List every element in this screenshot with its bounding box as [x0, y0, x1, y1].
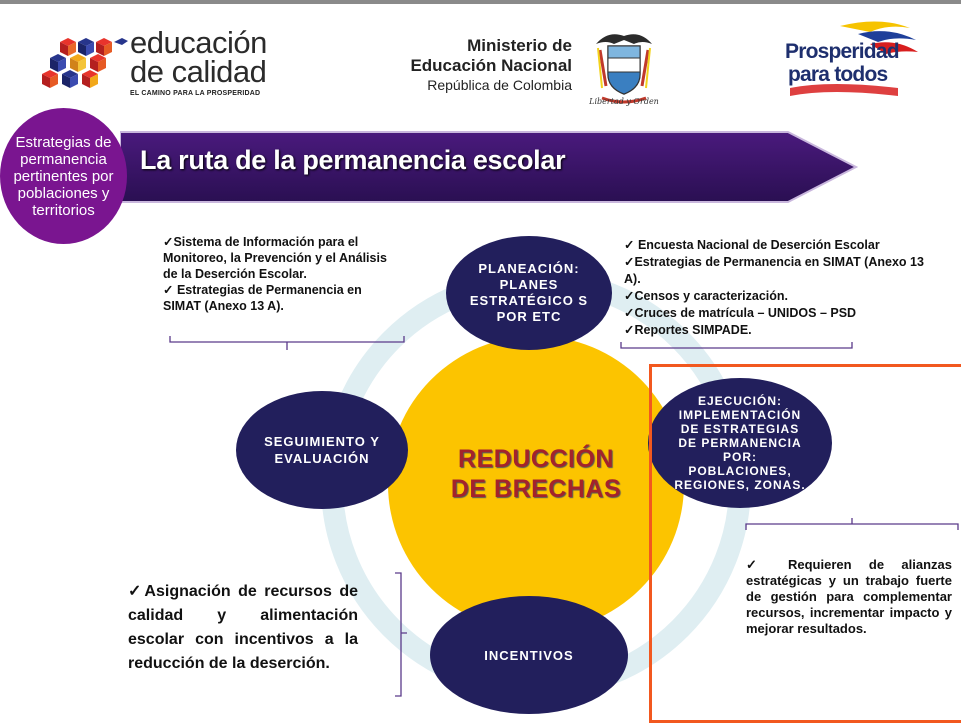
ministry-line2: Educación Nacional	[410, 56, 572, 75]
node-incentives-label: INCENTIVOS	[484, 647, 574, 663]
logo-text-line2: de calidad	[130, 54, 267, 89]
note-right-item: ✓Censos y caracterización.	[624, 289, 789, 303]
highlight-box	[649, 364, 961, 723]
node-monitoring	[236, 391, 408, 509]
node-planning-label: PLANEACIÓN: PLANES ESTRATÉGICO S POR ETC	[469, 261, 589, 324]
node-monitoring-label: SEGUIMIENTO Y EVALUACIÓN	[264, 434, 380, 466]
ministry-line1: Ministerio de	[467, 36, 572, 55]
node-execution-label: EJECUCIÓN: IMPLEMENTACIÓN DE ESTRATEGIAS DE PERMANENCIA POR: POBLACIONES, REGIONES, ZONAS.	[674, 394, 806, 492]
prosperity-line2: para todos	[788, 63, 888, 86]
logo-tagline: EL CAMINO PARA LA PROSPERIDAD	[130, 90, 261, 97]
center-label	[430, 444, 642, 504]
left-note-brace	[170, 336, 404, 350]
note-right-item: ✓Cruces de matrícula – UNIDOS – PSD	[624, 306, 857, 320]
note-right-item: ✓Estrategias de Permanencia en SIMAT (Anexo 13 A).	[624, 255, 924, 286]
note-right-item: ✓Reportes SIMPADE.	[624, 323, 752, 337]
prosperity-line1: Prosperidad	[785, 40, 899, 63]
note-left-item: ✓ Estrategias de Permanencia en SIMAT (Anexo 13 A).	[163, 283, 362, 313]
note-left-item: ✓Sistema de Información para el Monitoreo, la Prevención y el Análisis de la Deserción Escolar.	[163, 235, 387, 281]
note-highlight: ✓ Requieren de alianzas estratégicas y un trabajo fuerte de gestión para complementar recursos, incrementar impacto y mejorar resultados.	[746, 557, 952, 636]
node-incentives	[430, 596, 628, 714]
right-note-brace	[621, 342, 852, 348]
note-left	[163, 234, 403, 314]
note-right-item: ✓ Encuesta Nacional de Deserción Escolar	[624, 238, 880, 252]
center-line1: REDUCCIÓN	[458, 445, 614, 473]
side-label-text: Estrategias de permanencia pertinentes por poblaciones y territorios	[13, 133, 114, 219]
center-line2: DE BRECHAS	[450, 475, 622, 503]
ministry-line3: República de Colombia	[427, 77, 572, 93]
node-planning	[446, 236, 612, 350]
logo-text-line1: educación	[130, 25, 267, 60]
note-bottom: ✓Asignación de recursos de calidad y alimentación escolar con incentivos a la reducción de la deserción.	[128, 583, 358, 672]
note-right	[624, 237, 929, 339]
crest-motto: Libertad y Orden	[589, 97, 659, 106]
page-title: La ruta de la permanencia escolar	[140, 145, 566, 175]
